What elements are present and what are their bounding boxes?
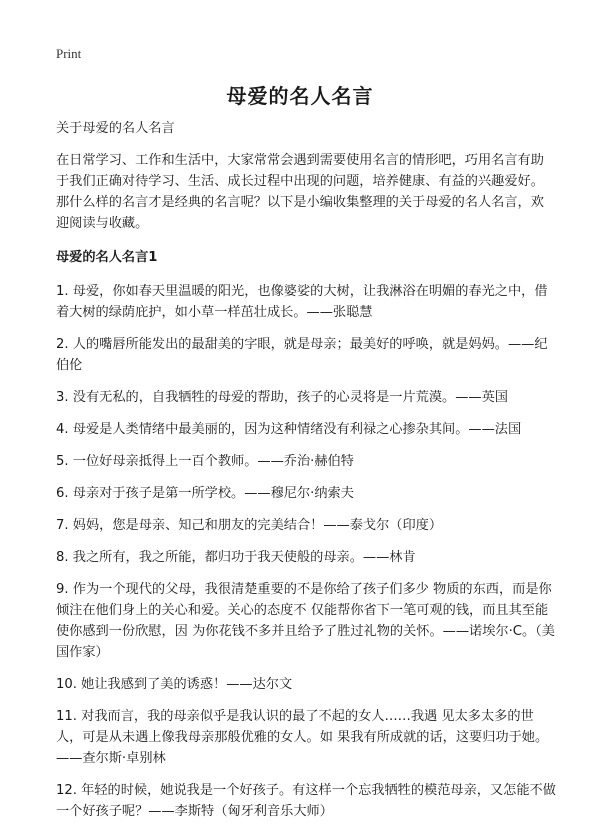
quote-item: 5. 一位好母亲抵得上一百个教师。——乔治·赫伯特 (56, 454, 354, 469)
article-subtitle: 关于母爱的名人名言 (56, 121, 175, 136)
quote-item: 2. 人的嘴唇所能发出的最甜美的字眼，就是母亲；最美好的呼唤，就是妈妈。——纪伯伦 (56, 337, 548, 373)
quote-item: 3. 没有无私的，自我牺牲的母爱的帮助，孩子的心灵将是一片荒漠。——英国 (56, 390, 508, 405)
page-title: 母爱的名人名言 (226, 84, 374, 108)
intro-paragraph: 在日常学习、工作和生活中，大家常常会遇到需要使用名言的情形吧，巧用名言有助于我们正确对待学习、生活、成长过程中出现的问题，培养健康、有益的兴趣爱好。那什么样的名言才是经典的名言呢？以下是小编收集整理的关于母爱的名人名言，欢迎阅读与收藏。 (56, 153, 544, 231)
quote-item: 11. 对我而言，我的母亲似乎是我认识的最了不起的女人……我遇 见太多太多的世人，可是从未遇上像我母亲那般优雅的女人。如 果我有所成就的话，这要归功于她。——查尔斯·卓别林 (56, 709, 549, 766)
section-heading: 母爱的名人名言1 (56, 250, 158, 265)
quote-item: 8. 我之所有，我之所能，都归功于我天使般的母亲。——林肯 (56, 550, 416, 565)
quote-item: 9. 作为一个现代的父母，我很清楚重要的不是你给了孩子们多少 物质的东西，而是你倾注在他们身上的关心和爱。关心的态度不 仅能帮你省下一笔可观的钱，而且其至能使你感到一份欣慰，因 为你花钱不多并且给予了胜过礼物的关怀。——诺埃尔·C。（美国作家） (56, 582, 555, 660)
quote-item: 12. 年轻的时候，她说我是一个好孩子。有这样一个忘我牺牲的模范母亲，又怎能不做一个好孩子呢？——李斯特（匈牙利音乐大师） (56, 783, 556, 819)
quote-item: 4. 母爱是人类情绪中最美丽的，因为这种情绪没有利禄之心掺杂其间。——法国 (56, 422, 522, 437)
quote-item: 10. 她让我感到了美的诱惑！——达尔文 (56, 677, 293, 692)
quote-item: 7. 妈妈，您是母亲、知己和朋友的完美结合！——泰戈尔（印度） (56, 518, 443, 533)
quote-item: 1. 母爱，你如春天里温暖的阳光，也像婆娑的大树，让我淋浴在明媚的春光之中，借着大树的绿荫庇护，如小草一样茁壮成长。——张聪慧 (56, 284, 548, 320)
print-link[interactable]: Print (56, 46, 82, 61)
article-body (56, 118, 556, 833)
quote-item: 6. 母亲对于孩子是第一所学校。——穆尼尔·纳索夫 (56, 486, 354, 501)
